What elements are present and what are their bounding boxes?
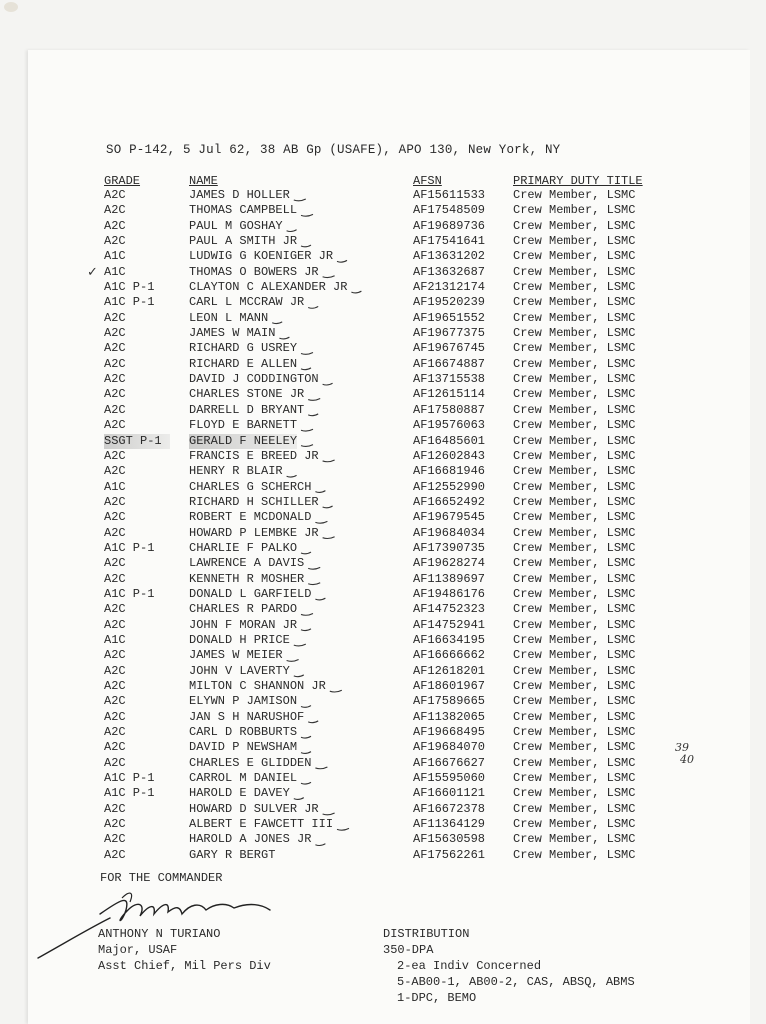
afsn-cell: AF19651552 — [413, 310, 486, 325]
table-row — [0, 387, 766, 402]
afsn-cell: AF16652492 — [413, 494, 486, 509]
duty-cell: Crew Member, LSMC — [513, 464, 636, 479]
grade-cell: A2C — [104, 494, 126, 509]
afsn-cell: AF13632687 — [413, 264, 486, 279]
grade-cell: A2C — [104, 188, 126, 202]
afsn-cell: AF19486176 — [413, 586, 486, 601]
afsn-cell: AF19684070 — [413, 740, 486, 755]
signer-name: ANTHONY N TURIANO — [98, 927, 221, 941]
name-cell: CHARLIE F PALKO — [189, 540, 298, 555]
afsn-cell: AF15611533 — [413, 188, 486, 202]
name-cell: PAUL M GOSHAY — [189, 218, 283, 233]
grade-cell: A2C — [104, 356, 126, 371]
grade-cell: A1C — [104, 479, 126, 494]
table-row — [0, 219, 766, 234]
table-row — [0, 802, 766, 817]
afsn-cell: AF19679545 — [413, 510, 486, 525]
duty-cell: Crew Member, LSMC — [513, 847, 636, 862]
name-cell: HAROLD A JONES JR — [189, 832, 312, 847]
grade-cell: A2C — [104, 218, 126, 233]
grade-cell: A1C P-1 — [104, 771, 155, 786]
name-cell: DAVID J CODDINGTON — [189, 372, 319, 387]
afsn-cell: AF19576063 — [413, 418, 486, 433]
table-row — [0, 265, 766, 280]
name-cell: PAUL A SMITH JR — [189, 234, 298, 249]
name-cell: ELYWN P JAMISON — [189, 694, 298, 709]
name-cell: THOMAS CAMPBELL — [189, 203, 298, 218]
duty-cell: Crew Member, LSMC — [513, 310, 636, 325]
name-cell: CARL L MCCRAW JR — [189, 295, 305, 310]
afsn-cell: AF17580887 — [413, 402, 486, 417]
column-header-grade: GRADE — [104, 174, 141, 188]
table-row — [0, 633, 766, 648]
grade-cell: A2C — [104, 617, 126, 632]
duty-cell: Crew Member, LSMC — [513, 663, 636, 678]
table-row — [0, 510, 766, 525]
table-row — [0, 817, 766, 832]
table-row — [0, 710, 766, 725]
name-cell: JAN S H NARUSHOF — [189, 709, 305, 724]
duty-cell: Crew Member, LSMC — [513, 510, 636, 525]
afsn-cell: AF11389697 — [413, 571, 486, 586]
duty-cell: Crew Member, LSMC — [513, 418, 636, 433]
name-cell: DONALD L GARFIELD — [189, 586, 312, 601]
afsn-cell: AF19677375 — [413, 326, 486, 341]
duty-cell: Crew Member, LSMC — [513, 755, 636, 770]
grade-cell: A2C — [104, 448, 126, 463]
grade-cell: A2C — [104, 326, 126, 341]
table-row — [0, 679, 766, 694]
table-row — [0, 526, 766, 541]
duty-cell: Crew Member, LSMC — [513, 188, 636, 202]
table-row — [0, 418, 766, 433]
duty-cell: Crew Member, LSMC — [513, 740, 636, 755]
afsn-cell: AF15595060 — [413, 771, 486, 786]
table-row — [0, 403, 766, 418]
table-row — [0, 541, 766, 556]
grade-cell: SSGT P-1 — [104, 434, 170, 449]
duty-cell: Crew Member, LSMC — [513, 771, 636, 786]
personnel-list — [0, 188, 766, 863]
grade-cell: A2C — [104, 341, 126, 356]
afsn-cell: AF19628274 — [413, 556, 486, 571]
grade-cell: A2C — [104, 372, 126, 387]
table-row — [0, 694, 766, 709]
grade-cell: A2C — [104, 817, 126, 832]
table-row — [0, 280, 766, 295]
afsn-cell: AF12618201 — [413, 663, 486, 678]
grade-cell: A2C — [104, 801, 126, 816]
afsn-cell: AF16672378 — [413, 801, 486, 816]
duty-cell: Crew Member, LSMC — [513, 479, 636, 494]
duty-cell: Crew Member, LSMC — [513, 817, 636, 832]
name-cell: JAMES W MAIN — [189, 326, 276, 341]
duty-cell: Crew Member, LSMC — [513, 234, 636, 249]
margin-note-line: 40 — [680, 753, 694, 766]
grade-cell: A2C — [104, 310, 126, 325]
table-row — [0, 648, 766, 663]
check-mark-icon: ✓ — [87, 265, 98, 280]
table-row — [0, 832, 766, 847]
table-row — [0, 234, 766, 249]
name-cell: RICHARD H SCHILLER — [189, 494, 319, 509]
afsn-cell: AF12552990 — [413, 479, 486, 494]
afsn-cell: AF19684034 — [413, 525, 486, 540]
table-row — [0, 556, 766, 571]
duty-cell: Crew Member, LSMC — [513, 632, 636, 647]
duty-cell: Crew Member, LSMC — [513, 540, 636, 555]
grade-cell: A2C — [104, 203, 126, 218]
duty-cell: Crew Member, LSMC — [513, 264, 636, 279]
signer-rank: Major, USAF — [98, 943, 178, 957]
table-row — [0, 188, 766, 203]
name-cell: CHARLES R PARDO — [189, 602, 298, 617]
distribution-line: 1-DPC, BEMO — [397, 991, 477, 1005]
name-cell: CARROL M DANIEL — [189, 771, 298, 786]
name-cell: CHARLES G SCHERCH — [189, 479, 312, 494]
name-cell: THOMAS O BOWERS JR — [189, 264, 319, 279]
afsn-cell: AF16681946 — [413, 464, 486, 479]
grade-cell: A2C — [104, 402, 126, 417]
table-row — [0, 434, 766, 449]
duty-cell: Crew Member, LSMC — [513, 203, 636, 218]
duty-cell: Crew Member, LSMC — [513, 694, 636, 709]
name-cell: MILTON C SHANNON JR — [189, 679, 326, 693]
name-cell: JOHN V LAVERTY — [189, 663, 290, 678]
grade-cell: A2C — [104, 234, 126, 249]
table-row — [0, 602, 766, 617]
afsn-cell: AF11364129 — [413, 817, 486, 832]
table-row — [0, 449, 766, 464]
afsn-cell: AF17541641 — [413, 234, 486, 249]
grade-cell: A2C — [104, 418, 126, 433]
table-row — [0, 753, 766, 771]
table-row — [0, 725, 766, 740]
name-cell: ROBERT E MCDONALD — [189, 510, 312, 525]
grade-cell: A2C — [104, 571, 126, 586]
afsn-cell: AF13715538 — [413, 372, 486, 387]
grade-cell: A1C — [104, 632, 126, 647]
afsn-cell: AF16674887 — [413, 356, 486, 371]
grade-cell: A2C — [104, 725, 126, 740]
table-row — [0, 572, 766, 587]
table-row — [0, 295, 766, 310]
afsn-cell: AF17390735 — [413, 540, 486, 555]
name-cell: HOWARD P LEMBKE JR — [189, 525, 319, 540]
grade-cell: A1C P-1 — [104, 295, 155, 310]
name-cell: JAMES W MEIER — [189, 648, 283, 663]
grade-cell: A2C — [104, 709, 126, 724]
afsn-cell: AF19668495 — [413, 725, 486, 740]
afsn-cell: AF17548509 — [413, 203, 486, 218]
table-row — [0, 249, 766, 264]
for-the-commander: FOR THE COMMANDER — [100, 871, 223, 885]
grade-cell: A2C — [104, 694, 126, 709]
grade-cell: A1C P-1 — [104, 540, 155, 555]
table-row — [0, 203, 766, 218]
afsn-cell: AF16485601 — [413, 433, 486, 448]
afsn-cell: AF19676745 — [413, 341, 486, 356]
grade-cell: A2C — [104, 525, 126, 540]
afsn-cell: AF14752941 — [413, 617, 486, 632]
name-cell: LUDWIG G KOENIGER JR — [189, 249, 334, 264]
name-cell: FLOYD E BARNETT — [189, 418, 298, 433]
name-cell: GARY R BERGT — [189, 847, 276, 862]
duty-cell: Crew Member, LSMC — [513, 617, 636, 632]
grade-cell: A1C P-1 — [104, 280, 155, 295]
grade-cell: A2C — [104, 847, 126, 862]
afsn-cell: AF19689736 — [413, 218, 486, 233]
name-cell: DAVID P NEWSHAM — [189, 740, 298, 755]
afsn-cell: AF12602843 — [413, 448, 486, 463]
duty-cell: Crew Member, LSMC — [513, 402, 636, 417]
name-cell: LEON L MANN — [189, 310, 269, 325]
duty-cell: Crew Member, LSMC — [513, 433, 636, 448]
grade-cell: A2C — [104, 510, 126, 525]
grade-cell: A1C — [104, 249, 126, 264]
duty-cell: Crew Member, LSMC — [513, 648, 636, 663]
signature-block — [98, 926, 271, 974]
name-cell: HOWARD D SULVER JR — [189, 801, 319, 816]
afsn-cell: AF14752323 — [413, 602, 486, 617]
duty-cell: Crew Member, LSMC — [513, 326, 636, 341]
name-cell: ALBERT E FAWCETT III — [189, 817, 334, 832]
duty-cell: Crew Member, LSMC — [513, 249, 636, 264]
table-row — [0, 618, 766, 633]
name-cell: CLAYTON C ALEXANDER JR — [189, 280, 348, 295]
afsn-cell: AF19520239 — [413, 295, 486, 310]
column-header-name: NAME — [189, 174, 218, 188]
table-row — [0, 587, 766, 602]
name-cell: CHARLES STONE JR — [189, 387, 305, 402]
duty-cell: Crew Member, LSMC — [513, 280, 636, 295]
duty-cell: Crew Member, LSMC — [513, 586, 636, 601]
grade-cell: A2C — [104, 556, 126, 571]
afsn-cell: AF12615114 — [413, 387, 486, 402]
distribution-line: 350-DPA — [383, 943, 434, 957]
grade-cell: A2C — [104, 663, 126, 678]
grade-cell: A2C — [104, 740, 126, 755]
name-cell: KENNETH R MOSHER — [189, 571, 305, 586]
duty-cell: Crew Member, LSMC — [513, 571, 636, 586]
name-cell: RICHARD G USREY — [189, 341, 298, 356]
afsn-cell: AF11382065 — [413, 709, 486, 724]
grade-cell: A1C — [104, 264, 126, 279]
duty-cell: Crew Member, LSMC — [513, 341, 636, 356]
table-row — [0, 372, 766, 387]
afsn-cell: AF13631202 — [413, 249, 486, 264]
distribution-line: 2-ea Indiv Concerned — [397, 959, 542, 973]
name-cell: HAROLD E DAVEY — [189, 786, 290, 801]
table-row — [0, 786, 766, 801]
name-cell: JAMES D HOLLER — [189, 188, 290, 202]
duty-cell: Crew Member, LSMC — [513, 556, 636, 571]
name-cell: RICHARD E ALLEN — [189, 356, 298, 371]
duty-cell: Crew Member, LSMC — [513, 448, 636, 463]
name-cell: DONALD H PRICE — [189, 632, 290, 647]
column-header-afsn: AFSN — [413, 174, 442, 188]
name-cell: LAWRENCE A DAVIS — [189, 556, 305, 571]
duty-cell: Crew Member, LSMC — [513, 709, 636, 724]
table-row — [0, 664, 766, 679]
afsn-cell: AF16666662 — [413, 648, 486, 663]
table-row — [0, 357, 766, 372]
duty-cell: Crew Member, LSMC — [513, 356, 636, 371]
name-cell: HENRY R BLAIR — [189, 464, 283, 479]
name-cell: FRANCIS E BREED JR — [189, 448, 319, 463]
table-row — [0, 495, 766, 510]
duty-cell: Crew Member, LSMC — [513, 494, 636, 509]
duty-cell: Crew Member, LSMC — [513, 295, 636, 310]
name-cell: DARRELL D BRYANT — [189, 402, 305, 417]
grade-cell: A1C P-1 — [104, 786, 155, 801]
table-row — [0, 480, 766, 495]
grade-cell: A1C P-1 — [104, 586, 155, 601]
duty-cell: Crew Member, LSMC — [513, 387, 636, 402]
punch-hole — [4, 2, 18, 12]
name-cell: JOHN F MORAN JR — [189, 617, 298, 632]
afsn-cell: AF17562261 — [413, 847, 486, 862]
afsn-cell: AF17589665 — [413, 694, 486, 709]
duty-cell: Crew Member, LSMC — [513, 679, 636, 693]
name-cell: CHARLES E GLIDDEN — [189, 755, 312, 770]
afsn-cell: AF16676627 — [413, 755, 486, 770]
margin-note-line: 39 — [675, 741, 689, 754]
table-row — [0, 848, 766, 863]
grade-cell: A2C — [104, 464, 126, 479]
grade-cell: A2C — [104, 602, 126, 617]
duty-cell: Crew Member, LSMC — [513, 725, 636, 740]
distribution-line: 5-AB00-1, AB00-2, CAS, ABSQ, ABMS — [397, 975, 635, 989]
signer-title: Asst Chief, Mil Pers Div — [98, 959, 271, 973]
name-cell: GERALD F NEELEY — [189, 433, 298, 448]
afsn-cell: AF16634195 — [413, 632, 486, 647]
table-row — [0, 311, 766, 326]
duty-cell: Crew Member, LSMC — [513, 801, 636, 816]
duty-cell: Crew Member, LSMC — [513, 602, 636, 617]
name-cell: CARL D ROBBURTS — [189, 725, 298, 740]
afsn-cell: AF15630598 — [413, 832, 486, 847]
grade-cell: A2C — [104, 755, 126, 770]
grade-cell: A2C — [104, 387, 126, 402]
duty-cell: Crew Member, LSMC — [513, 786, 636, 801]
order-header: SO P-142, 5 Jul 62, 38 AB Gp (USAFE), APO 130, New York, NY — [106, 143, 561, 157]
margin-note — [675, 742, 694, 766]
table-row — [0, 740, 766, 755]
column-header-duty: PRIMARY DUTY TITLE — [513, 174, 643, 188]
duty-cell: Crew Member, LSMC — [513, 372, 636, 387]
afsn-cell: AF16601121 — [413, 786, 486, 801]
distribution-title: DISTRIBUTION — [383, 927, 470, 941]
grade-cell: A2C — [104, 648, 126, 663]
duty-cell: Crew Member, LSMC — [513, 218, 636, 233]
grade-cell: A2C — [104, 832, 126, 847]
duty-cell: Crew Member, LSMC — [513, 832, 636, 847]
afsn-cell: AF18601967 — [413, 679, 486, 693]
grade-cell: A2C — [104, 679, 126, 693]
duty-cell: Crew Member, LSMC — [513, 525, 636, 540]
afsn-cell: AF21312174 — [413, 280, 486, 295]
table-row — [0, 771, 766, 786]
table-row — [0, 341, 766, 356]
distribution-block — [383, 926, 635, 1006]
table-row — [0, 326, 766, 341]
table-row — [0, 464, 766, 479]
